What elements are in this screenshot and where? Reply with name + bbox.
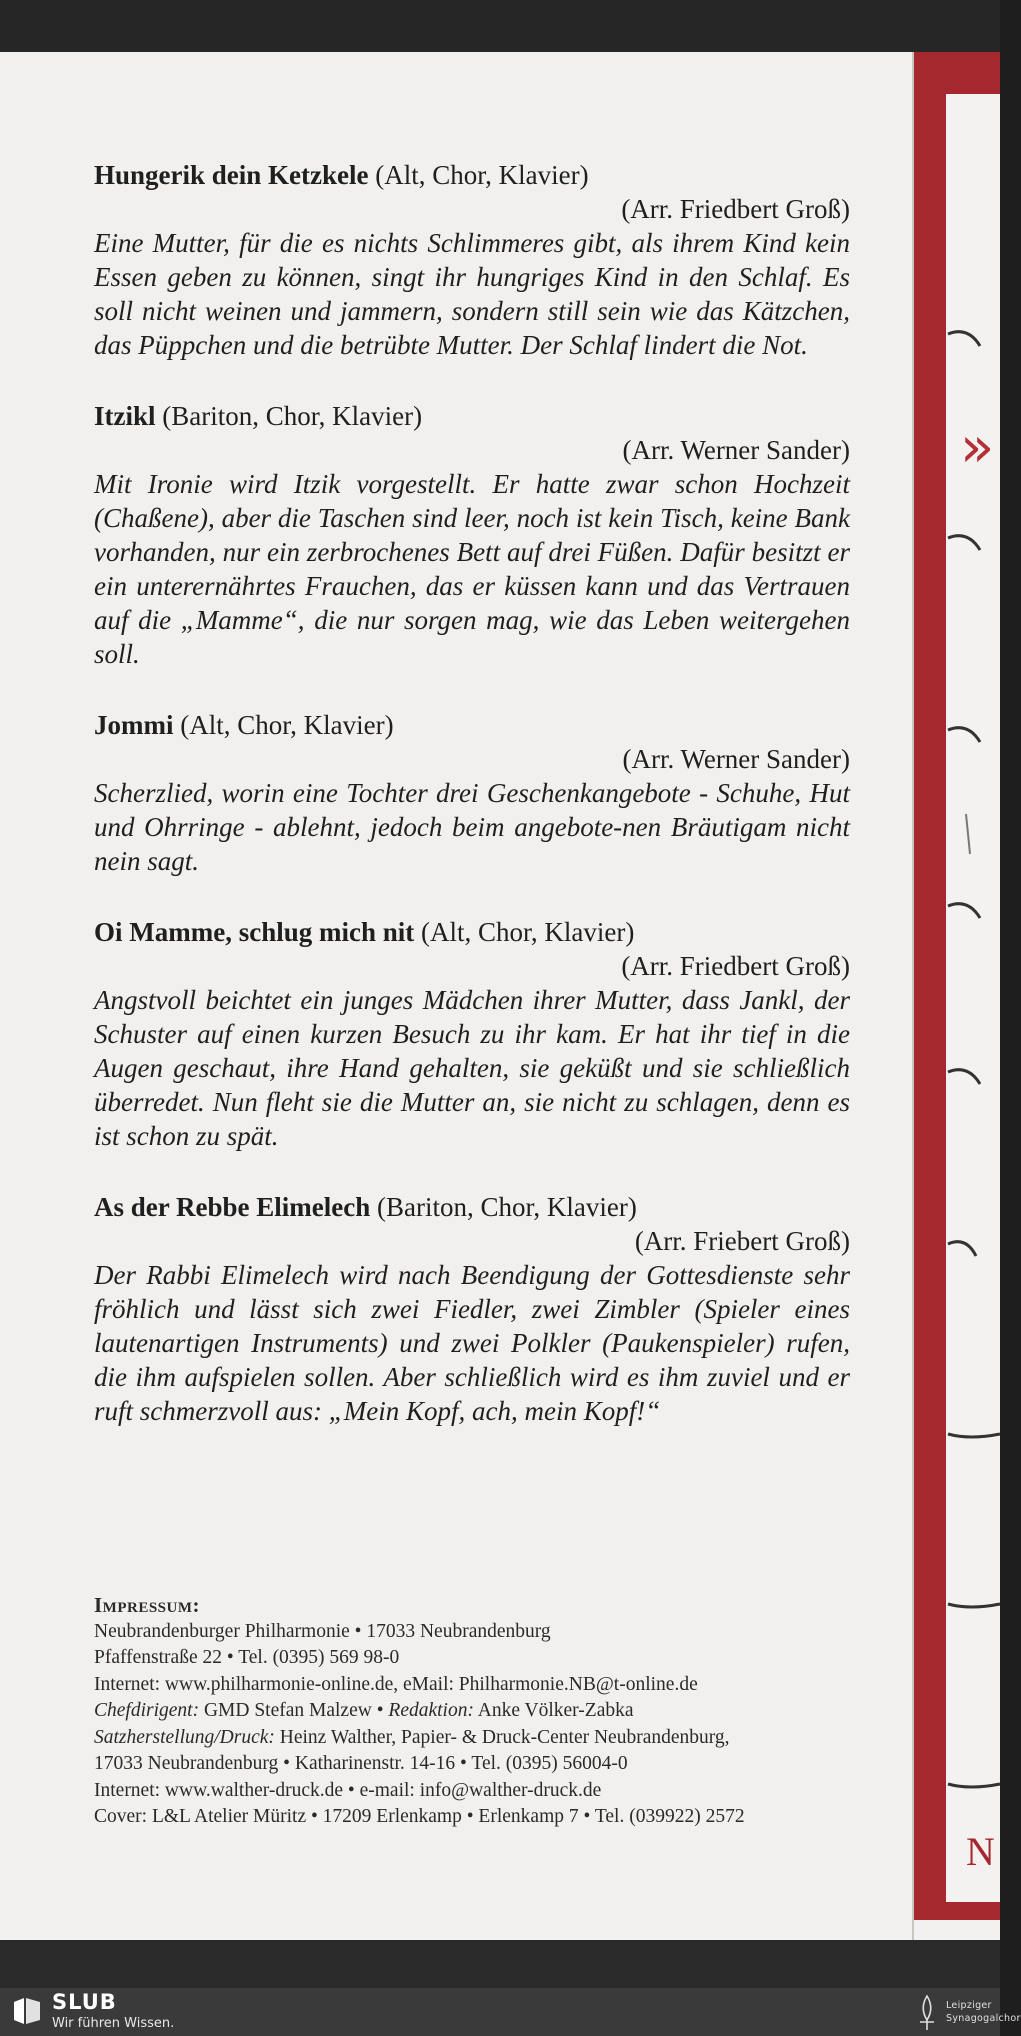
song-title: As der Rebbe Elimelech: [94, 1192, 371, 1222]
partner-line: Leipziger: [946, 2000, 992, 2011]
song-description: Mit Ironie wird Itzik vorgestellt. Er hatte zwar schon Hochzeit (Chaßene), aber die Taschen sind leer, noch ist kein Tisch, keine Bank vorhanden, nur ein zerbrochenes Bett auf drei Füßen. Dafür besitzt er ein unterernährtes Frauchen, das er küssen kann und das Vertrauen auf die „Mamme“, die nur sorgen mag, wie das Leben weitergehen soll.: [94, 469, 850, 669]
impressum: [94, 1592, 874, 1831]
scan-top-border: [0, 0, 1000, 52]
song-item: [94, 915, 850, 1153]
song-arranger: (Arr. Werner Sander): [622, 744, 850, 774]
impressum-line: [94, 1725, 874, 1752]
impressum-line: 17033 Neubrandenburg • Katharinenstr. 14-16 • Tel. (0395) 56004-0: [94, 1753, 628, 1774]
impressum-line: Internet: www.walther-druck.de • e-mail: info@walther-druck.de: [94, 1779, 602, 1801]
song-voices: (Bariton, Chor, Klavier): [155, 401, 423, 431]
song-heading: [94, 158, 850, 192]
cover-chevron: »: [960, 415, 995, 480]
slub-brand[interactable]: SLUB: [52, 1990, 117, 2014]
partner-line: Synagogalchor: [946, 2013, 1021, 2024]
impressum-line: Pfaffenstraße 22 • Tel. (0395) 569 98-0: [94, 1647, 400, 1668]
impressum-value: Anke Völker-Zabka: [473, 1700, 634, 1721]
song-voices: (Alt, Chor, Klavier): [414, 917, 635, 947]
song-heading: [94, 1190, 850, 1224]
impressum-line: Neubrandenburger Philharmonie • 17033 Neubrandenburg: [94, 1620, 551, 1642]
song-voices: (Alt, Chor, Klavier): [173, 710, 394, 740]
impressum-label: Chefdirigent:: [94, 1700, 200, 1721]
song-title: Hungerik dein Ketzkele: [94, 160, 369, 190]
song-description: Scherzlied, worin eine Tochter drei Geschenkangebote - Schuhe, Hut und Ohrringe - ablehnt, jedoch beim angebote-nen Bräutigam nicht nein sagt.: [94, 778, 850, 876]
impressum-title: Impressum:: [94, 1593, 200, 1617]
song-arranger: (Arr. Friedbert Groß): [621, 194, 850, 224]
song-title: Itzikl: [94, 401, 156, 431]
song-title: Oi Mamme, schlug mich nit: [94, 917, 415, 947]
cover-letter: N: [966, 1829, 995, 1874]
impressum-line: [94, 1698, 874, 1725]
slub-tagline: Wir führen Wissen.: [52, 2016, 175, 2031]
cover-curve-marks: [946, 94, 1000, 1902]
song-heading: [94, 708, 850, 742]
synagogalchor-logo-icon: [912, 1992, 942, 2032]
song-arranger: (Arr. Friedbert Groß): [621, 951, 850, 981]
song-list: [94, 158, 850, 1465]
song-item: [94, 1190, 850, 1428]
song-description: Eine Mutter, für die es nichts Schlimmeres gibt, als ihrem Kind kein Essen geben zu können, singt ihr hungriges Kind in den Schlaf. Es soll nicht weinen und jammern, sondern still sein wie das Kätzchen, das Püppchen und die betrübte Mutter. Der Schlaf lindert die Not.: [94, 228, 850, 360]
song-voices: (Alt, Chor, Klavier): [368, 160, 589, 190]
song-item: [94, 158, 850, 362]
impressum-value: GMD Stefan Malzew •: [199, 1700, 389, 1721]
song-item: [94, 399, 850, 671]
impressum-label: Satzherstellung/Druck:: [94, 1726, 275, 1748]
cover-red-bottom: [914, 1902, 1000, 1920]
song-heading: [94, 915, 850, 949]
impressum-value: Heinz Walther, Papier- & Druck-Center Neubrandenburg,: [274, 1726, 730, 1748]
impressum-label: Redaktion:: [388, 1700, 474, 1721]
song-heading: [94, 399, 850, 433]
cover-red-top: [914, 52, 1000, 94]
song-title: Jommi: [94, 710, 174, 740]
impressum-line: Internet: www.philharmonie-online.de, eMail: Philharmonie.NB@t-online.de: [94, 1673, 698, 1695]
song-description: Angstvoll beichtet ein junges Mädchen ihrer Mutter, dass Jankl, der Schuster auf einen kurzen Besuch zu ihr kam. Er hat ihr tief in die Augen geschaut, ihre Hand gehalten, sie geküßt und sie schließlich überredet. Nun fleht sie die Mutter an, sie nicht zu schlagen, denn es ist schon zu spät.: [94, 985, 850, 1151]
cover-red-band: [914, 52, 946, 1920]
song-item: [94, 708, 850, 878]
slub-logo-icon[interactable]: [10, 1994, 44, 2028]
song-arranger: (Arr. Werner Sander): [622, 435, 850, 465]
song-voices: (Bariton, Chor, Klavier): [370, 1192, 637, 1222]
impressum-line: Cover: L&L Atelier Müritz • 17209 Erlenkamp • Erlenkamp 7 • Tel. (039922) 2572: [94, 1806, 745, 1827]
song-description: Der Rabbi Elimelech wird nach Beendigung der Gottesdienste sehr fröhlich und lässt sich zwei Fiedler, zwei Zimbler (Spieler eines lautenartigen Instruments) und zwei Polkler (Paukenspieler) rufen, die ihm aufspielen sollen. Aber schließlich wird es ihm zuviel und er ruft schmerzvoll aus: „Mein Kopf, ach, mein Kopf!“: [94, 1260, 850, 1426]
synagogalchor-label: [946, 1999, 1021, 2025]
song-arranger: (Arr. Friebert Groß): [634, 1226, 850, 1256]
